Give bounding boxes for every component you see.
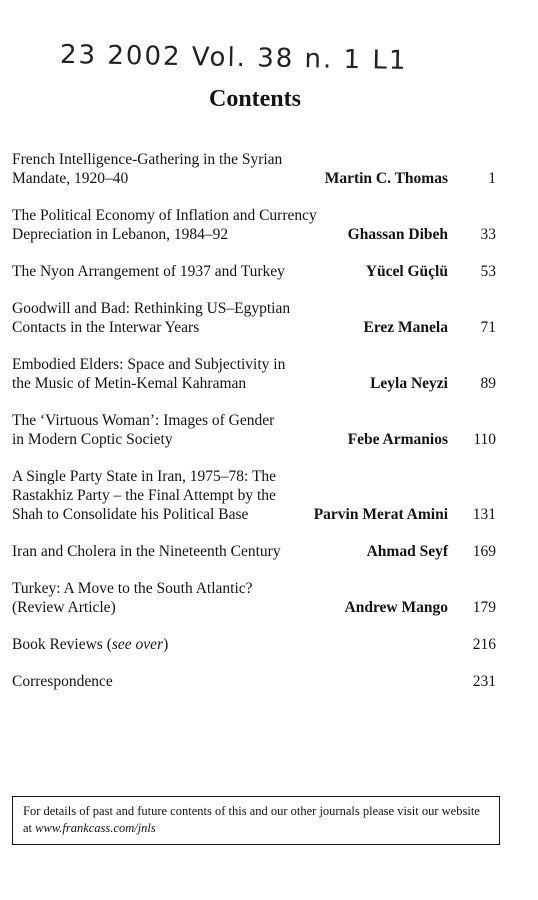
entry-title — [12, 672, 312, 691]
contents-entry[interactable] — [12, 672, 496, 691]
entry-page-number: 89 — [480, 375, 496, 392]
entry-title — [12, 467, 312, 524]
entry-title-line: Book Reviews — [12, 636, 103, 653]
contents-entry[interactable] — [12, 150, 496, 188]
entry-author: Martin C. Thomas — [324, 170, 448, 187]
entry-author: Febe Armanios — [347, 431, 448, 448]
entry-title-line: Depreciation in Lebanon, 1984–92 — [12, 226, 229, 243]
entry-title-line: The Nyon Arrangement of 1937 and Turkey — [12, 263, 285, 280]
entry-title-line: Shah to Consolidate his Political Base — [12, 506, 249, 523]
contents-entry[interactable] — [12, 262, 496, 281]
contents-entry[interactable] — [12, 579, 496, 617]
entry-title-line: (Review Article) — [12, 599, 116, 616]
entry-author: Erez Manela — [363, 319, 448, 336]
entry-title — [12, 150, 312, 188]
contents-entry[interactable] — [12, 635, 496, 654]
entry-title-line: Goodwill and Bad: Rethinking US–Egyptian — [12, 300, 291, 317]
entry-title-line: in Modern Coptic Society — [12, 431, 173, 448]
footer-notice-box — [12, 796, 500, 845]
entry-title-line: Correspondence — [12, 673, 113, 690]
entry-title — [12, 579, 312, 617]
entry-author: Leyla Neyzi — [370, 375, 448, 392]
page-title: Contents — [208, 86, 301, 112]
entry-title-line: French Intelligence-Gathering in the Syrian — [12, 151, 283, 168]
entry-page-number: 1 — [488, 170, 496, 187]
handwritten-annotation: 23 2002 Vol. 38 n. 1 L1 — [59, 39, 408, 76]
entry-page-number: 33 — [480, 226, 496, 243]
entry-author: Parvin Merat Amini — [313, 506, 448, 523]
entry-title-line: Turkey: A Move to the South Atlantic? — [12, 580, 253, 597]
entry-title — [12, 262, 312, 281]
website-link[interactable]: www.frankcass.com/jnls — [35, 821, 156, 835]
entry-title — [12, 206, 342, 244]
entry-page-number: 53 — [480, 263, 496, 280]
contents-list — [12, 150, 496, 709]
entry-title-line: The ‘Virtuous Woman’: Images of Gender — [12, 412, 275, 429]
contents-entry[interactable] — [12, 355, 496, 393]
entry-title — [12, 299, 312, 337]
entry-page-number: 169 — [472, 543, 496, 560]
footer-text: For details of past and future contents of this and our other journals please visit our website at — [23, 804, 480, 835]
entry-title — [12, 411, 312, 449]
contents-entry[interactable] — [12, 542, 496, 561]
contents-entry[interactable] — [12, 467, 496, 524]
entry-author: Ghassan Dibeh — [347, 226, 448, 243]
entry-title-line: Rastakhiz Party – the Final Attempt by the — [12, 487, 276, 504]
entry-title — [12, 355, 312, 393]
entry-page-number: 231 — [472, 673, 496, 690]
entry-page-number: 179 — [472, 599, 496, 616]
entry-author: Ahmad Seyf — [366, 543, 448, 560]
entry-author: Yücel Güçlü — [365, 263, 448, 280]
entry-title-line: the Music of Metin-Kemal Kahraman — [12, 375, 247, 392]
entry-title-note: see over — [111, 636, 164, 653]
entry-title-line: Iran and Cholera in the Nineteenth Century — [12, 543, 281, 560]
entry-author: Andrew Mango — [344, 599, 448, 616]
contents-entry[interactable] — [12, 411, 496, 449]
entry-title-line: The Political Economy of Inflation and Currency — [12, 207, 317, 224]
contents-entry[interactable] — [12, 206, 496, 244]
entry-page-number: 110 — [473, 431, 496, 448]
entry-title-line: Embodied Elders: Space and Subjectivity in — [12, 356, 286, 373]
entry-page-number: 71 — [480, 319, 496, 336]
entry-title-line: A Single Party State in Iran, 1975–78: The — [12, 468, 277, 485]
entry-page-number: 131 — [472, 506, 496, 523]
contents-entry[interactable] — [12, 299, 496, 337]
entry-title-line: Contacts in the Interwar Years — [12, 319, 200, 336]
entry-title — [12, 542, 312, 561]
entry-title-line: Mandate, 1920–40 — [12, 170, 129, 187]
entry-title: Book Reviews (see over) — [12, 636, 169, 653]
entry-page-number: 216 — [472, 636, 496, 653]
